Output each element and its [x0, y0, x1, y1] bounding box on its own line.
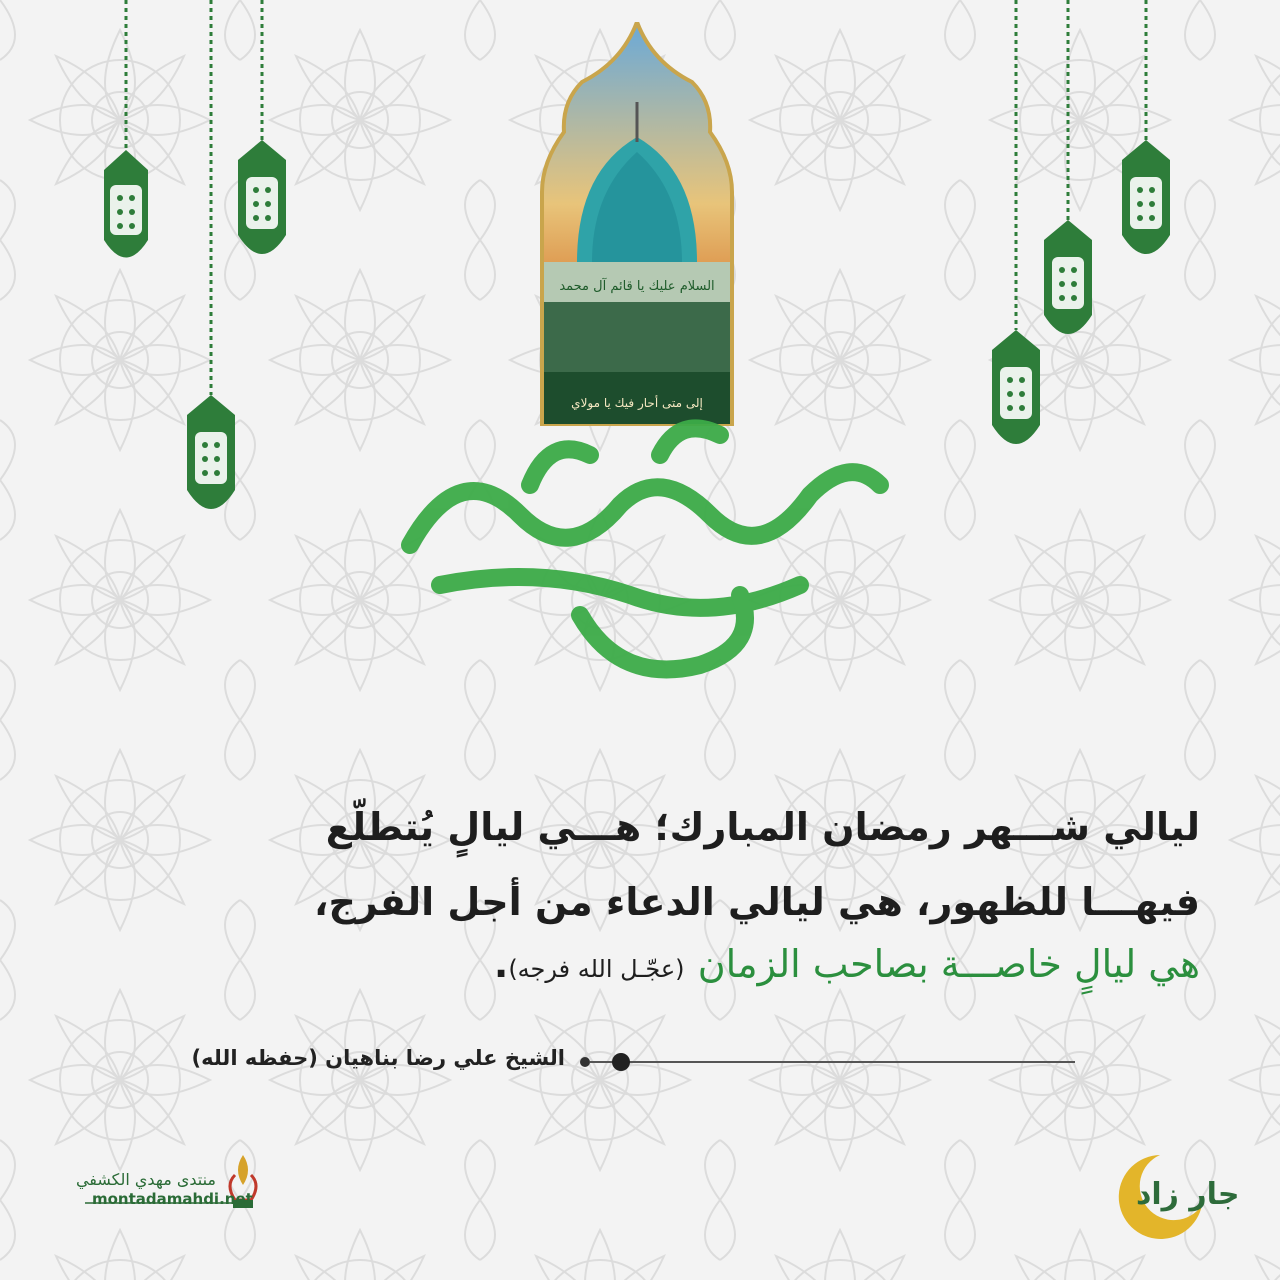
quote-highlight: هي ليالٍ خاصـــة بصاحب الزمان — [697, 942, 1200, 986]
separator-dot — [612, 1053, 630, 1071]
ramadan-calligraphy — [380, 395, 900, 695]
jar-zad-logo-text: جار زاد — [1136, 1177, 1240, 1212]
quote-period: . — [493, 942, 509, 986]
forum-name: منتدى مهدي الكشفي — [75, 1170, 216, 1189]
mosque-image — [532, 22, 742, 426]
quote-line-2: فيهـــا للظهور، هي ليالي الدعاء من أجل الفرج، — [314, 880, 1200, 924]
quote-line-3 — [494, 942, 1200, 986]
svg-text:إلى متى أحار فيك يا مولاي: إلى متى أحار فيك يا مولاي — [571, 396, 703, 410]
quote-line-1: ليالي شـــهر رمضان المبارك؛ هـــي ليالٍ يُتطلّع — [325, 805, 1200, 849]
svg-text:السلام عليك يا قائم آل محمد: السلام عليك يا قائم آل محمد — [559, 279, 715, 294]
author-name: الشيخ علي رضا بناهيان (حفظه الله) — [191, 1046, 565, 1070]
author-separator — [590, 1061, 1075, 1063]
separator-dot — [580, 1057, 590, 1067]
calligraphy-title: شهر مبارك — [637, 690, 643, 691]
quote-parenthetical: (عجّـل الله فرجه) — [508, 955, 685, 983]
forum-url: montadamahdi.net — [92, 1190, 253, 1208]
